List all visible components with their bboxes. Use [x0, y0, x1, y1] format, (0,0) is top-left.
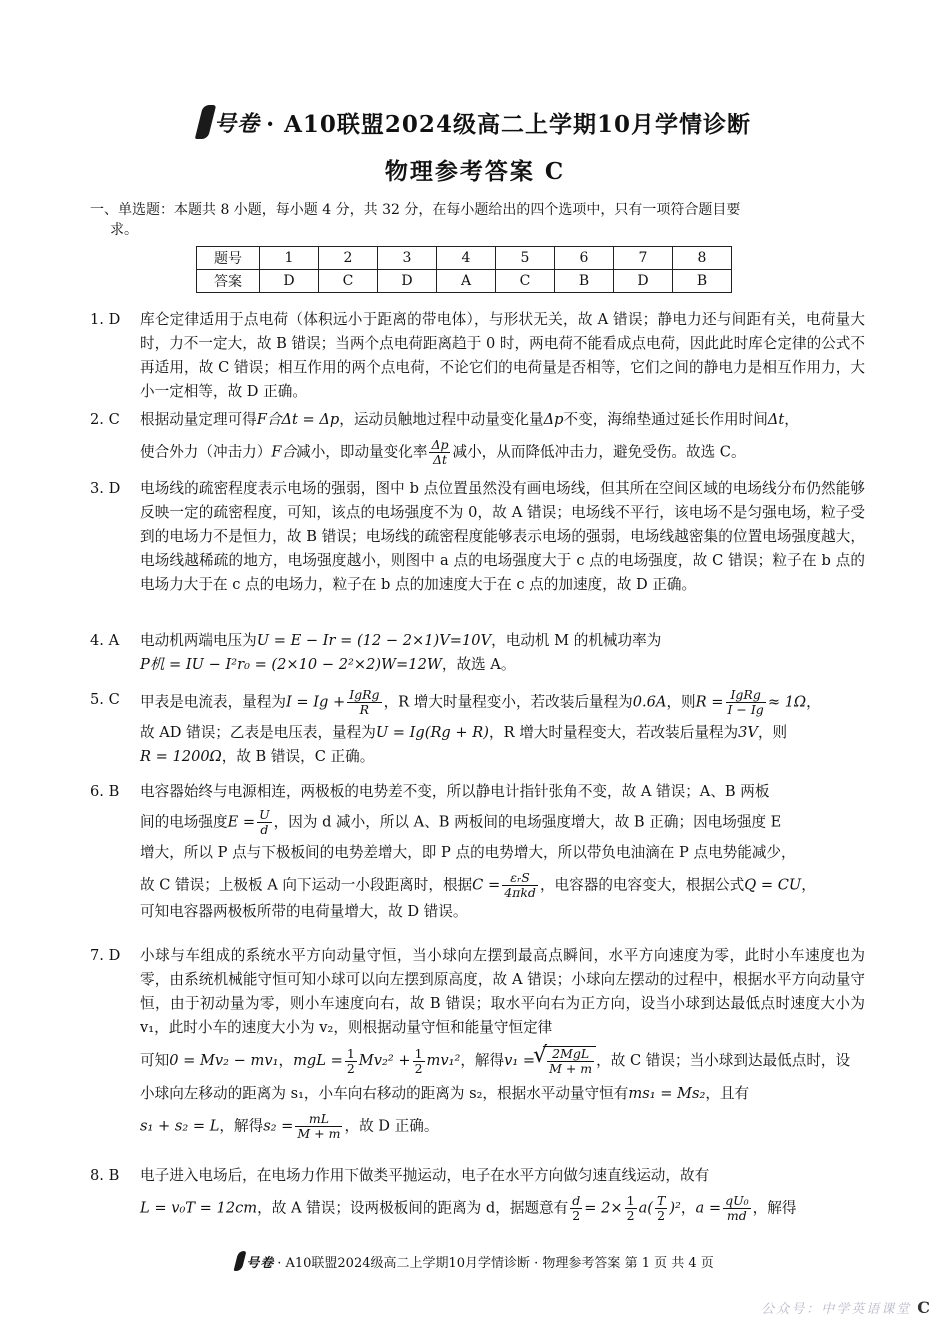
fraction-numerator: Δp — [431, 437, 449, 452]
explanation-line — [140, 871, 865, 900]
text-run: ， — [806, 693, 821, 711]
fraction-denominator: md — [726, 1208, 747, 1223]
question-number: 7. D — [90, 947, 121, 964]
fraction-numerator: 1 — [626, 1193, 635, 1208]
table-cell: 6 — [555, 247, 614, 270]
table-cell: D — [260, 270, 319, 293]
question-5 — [90, 688, 865, 769]
title-line — [0, 105, 950, 139]
explanation-line — [140, 438, 865, 467]
formula: Δp — [543, 411, 564, 428]
fraction-denominator: Δt — [432, 452, 447, 467]
fraction-denominator: R — [359, 702, 370, 717]
fraction-denominator: 2 — [657, 1208, 666, 1223]
question-number: 2. C — [90, 411, 120, 428]
fraction — [723, 1194, 751, 1223]
explanation-line: 电容器始终与电源相连，两极板的电势差不变，所以静电计指针张角不变，故 A 错误；A、B 两板 — [140, 783, 770, 800]
explanation-line — [140, 721, 865, 745]
text-run: ，R 增大时量程变大，若改装后量程为 — [488, 724, 739, 741]
question-2 — [90, 408, 865, 467]
fraction-numerator: T — [656, 1193, 666, 1208]
question-number: 3. D — [90, 480, 121, 497]
formula: L = v₀T = 12cm — [140, 1199, 258, 1217]
fraction — [345, 1047, 357, 1076]
brand-logo — [199, 105, 260, 139]
fraction-denominator: 2 — [626, 1208, 635, 1223]
question-number: 4. A — [90, 632, 120, 649]
formula: 3V — [738, 724, 758, 741]
brush-stroke-icon — [234, 1251, 247, 1271]
text-run: ，则 — [757, 724, 788, 741]
question-1 — [90, 308, 865, 404]
table-cell: D — [614, 270, 673, 293]
footer-text: · A10联盟2024级高二上学期10月学情诊断 · 物理参考答案 第 1 页 共 4 页 — [277, 1255, 714, 1271]
table-cell: D — [378, 270, 437, 293]
formula: a( — [638, 1199, 653, 1217]
table-row-label: 答案 — [197, 270, 260, 293]
formula: Mv₂² + — [358, 1052, 411, 1069]
question-4 — [90, 629, 865, 677]
explanation-line — [140, 1082, 865, 1106]
formula: Δt — [767, 411, 785, 428]
fraction — [295, 1112, 342, 1141]
explanation-line: 电子进入电场后，在电场力作用下做类平抛运动，电子在水平方向做匀速直线运动，故有 — [140, 1167, 710, 1184]
text-run: ，故 D 正确。 — [344, 1117, 439, 1135]
text-run: ，电容器的电容变大，根据公式 — [539, 876, 745, 894]
explanation-line — [140, 1194, 865, 1223]
fraction-denominator: M + m — [549, 1061, 593, 1076]
table-cell: 7 — [614, 247, 673, 270]
table-cell: 3 — [378, 247, 437, 270]
fraction-numerator: qU₀ — [725, 1193, 749, 1208]
explanation-line: 可知电容器两极板所带的电荷量增大，故 D 错误。 — [140, 903, 468, 920]
explanation-line — [140, 408, 865, 432]
explanation-line — [140, 653, 865, 677]
question-7 — [90, 944, 865, 1141]
text-run: 不变，海绵垫通过延长作用时间 — [563, 411, 768, 428]
table-cell: 4 — [437, 247, 496, 270]
table-cell: 1 — [260, 247, 319, 270]
formula: ms₁ = Ms₂ — [628, 1085, 706, 1102]
section-heading-line1: 一、单选题：本题共 8 小题，每小题 4 分，共 32 分，在每小题给出的四个选项中，只有一项符合题目要 — [90, 202, 741, 218]
text-run: ， — [278, 1052, 294, 1069]
formula: I = Ig + — [285, 693, 346, 711]
formula: a = — [695, 1199, 722, 1217]
question-number: 5. C — [90, 691, 120, 708]
table-cell: 2 — [319, 247, 378, 270]
formula: )² — [669, 1199, 681, 1217]
explanation-line: 小球与车组成的系统水平方向动量守恒，当小球向左摆到最高点瞬间，水平方向速度为零，此时小车速度也为零，由系统机械能守恒可知小球可以向左摆到原高度，故 A 错误；小球向左摆动的过程中，根据水平方向动量守恒，由于初动量为零，则小车速度向右，故 B 错误；取水平向右为正方向，设当小球到达最低点时速度大小为 v₁，此时小车的速度大小为 v₂，则根据动量守恒和能量守恒定律 — [140, 947, 865, 1036]
table-cell: 8 — [673, 247, 732, 270]
text-run: ，解得 — [460, 1052, 505, 1069]
formula: U = Ig(Rg + R) — [375, 724, 489, 741]
fraction — [502, 871, 538, 900]
fraction-numerator: IgRg — [349, 687, 380, 702]
formula: F合 — [271, 443, 297, 461]
text-run: ，且有 — [705, 1085, 750, 1102]
fraction — [347, 688, 381, 717]
text-run: ， — [801, 876, 816, 894]
formula: v₁ = — [504, 1052, 536, 1069]
text-run: 间的电场强度 — [140, 813, 228, 831]
page-subtitle: 物理参考答案 C — [384, 158, 566, 185]
text-run: ，故选 A。 — [441, 656, 516, 673]
text-run: ， — [784, 411, 799, 428]
fraction-denominator: 4πkd — [504, 885, 536, 900]
formula: = 2× — [584, 1199, 623, 1217]
explanation-line: 增大，所以 P 点与下极板间的电势差增大，即 P 点的电势增大，所以带负电油滴在 P 点电势能减少， — [140, 844, 796, 861]
formula: mv₁² — [426, 1052, 461, 1069]
question-number: 8. B — [90, 1167, 120, 1184]
text-run: ，R 增大时量程变小，若改装后量程为 — [383, 693, 633, 711]
text-run: 故 AD 错误；乙表是电压表，量程为 — [140, 724, 376, 741]
formula: 0.6A — [632, 693, 667, 711]
version-letter: C — [917, 1298, 932, 1317]
formula: F合Δt = Δp — [256, 411, 340, 428]
page-footer — [0, 1251, 950, 1271]
answer-table-row-answers — [197, 270, 732, 293]
text-run: 小球向左移动的距离为 s₁，小车向右移动的距离为 s₂，根据水平动量守恒有 — [140, 1085, 629, 1102]
document-header — [0, 105, 950, 186]
question-8 — [90, 1164, 865, 1223]
text-run: 使合外力（冲击力） — [140, 443, 272, 461]
fraction-denominator: I − Ig — [727, 702, 764, 717]
page-title: · A10联盟2024级高二上学期10月学情诊断 — [266, 110, 751, 138]
explanation-line — [140, 808, 865, 837]
footer-logo — [236, 1251, 274, 1271]
watermark-text: 公众号：中学英语课堂 — [761, 1302, 912, 1317]
question-number: 6. B — [90, 783, 120, 800]
text-run: ，故 B 错误，C 正确。 — [221, 748, 375, 765]
fraction-numerator: mL — [295, 1112, 342, 1127]
text-run: ，因为 d 减小，所以 A、B 两板间的电场强度增大，故 B 正确；因电场强度 E — [273, 813, 782, 831]
text-run: ，解得 — [752, 1199, 797, 1217]
text-run: 甲表是电流表，量程为 — [140, 693, 286, 711]
table-cell: C — [319, 270, 378, 293]
text-run: 可知 — [140, 1052, 170, 1069]
formula: s₁ + s₂ = L — [140, 1117, 220, 1135]
fraction — [429, 438, 450, 467]
formula: R = 1200Ω — [140, 748, 222, 765]
fraction — [257, 808, 272, 837]
fraction-numerator: d — [572, 1193, 581, 1208]
fraction-denominator: M + m — [297, 1126, 341, 1141]
fraction-numerator: IgRg — [726, 688, 766, 703]
formula: E = — [227, 813, 256, 831]
formula: mgL = — [293, 1052, 343, 1069]
fraction-denominator: 2 — [346, 1060, 355, 1076]
formula: 0 = Mv₂ − mv₁ — [169, 1052, 279, 1069]
table-cell: C — [496, 270, 555, 293]
formula: U = E − Ir = (12 − 2×1)V=10V — [256, 632, 492, 649]
formula: Q = CU — [744, 876, 802, 894]
formula: R = — [695, 693, 724, 711]
logo-text: 号卷 — [214, 110, 261, 137]
text-run: ，故 C 错误；当小球到达最低点时，设 — [596, 1052, 851, 1069]
fraction — [625, 1194, 637, 1223]
explanation-line — [140, 688, 865, 717]
text-run: ， — [680, 1199, 696, 1217]
fraction — [413, 1047, 425, 1076]
question-explanation: 电场线的疏密程度表示电场的强弱，图中 b 点位置虽然没有画电场线，但其所在空间区域的电场线分布仍然能够反映一定的疏密程度，可知，该点的电场强度不为 0，故 A 错误；电场线不平行，该电场不是匀强电场，粒子受到的电场力不是恒力，故 B 错误；电场线的疏密程度能够表示电场的强弱，电场线越密集的位置电场强度越大，电场线越稀疏的地方，电场强度越小，则图中 a 点的电场强度大于 c 点的电场强度，故 C 错误；粒子在 b 点的电场力大于在 c 点的电场力，粒子在 b 点的加速度大于在 c 点的加速度，故 D 正确。 — [140, 480, 865, 593]
table-cell: B — [673, 270, 732, 293]
text-run: ，运动员触地过程中动量变化量 — [339, 411, 544, 428]
square-root — [543, 1046, 596, 1076]
text-run: ，故 A 错误；设两极板间的距离为 d，据题意有 — [257, 1199, 569, 1217]
fraction-numerator: 1 — [414, 1045, 423, 1061]
fraction-numerator: U — [259, 807, 270, 822]
question-explanation: 库仑定律适用于点电荷（体积远小于距离的带电体），与形状无关，故 A 错误；静电力还与间距有关，电荷量大时，力不一定大，故 B 错误；当两个点电荷距离趋于 0 时，两电荷不能看成点电荷，因此此时库仑定律的公式不再适用，故 C 错误；相互作用的两个点电荷，不论它们的电荷量是否相等，它们之间的静电力是相互作用力，大小一定相等，故 D 正确。 — [140, 311, 865, 400]
formula: s₂ = — [263, 1117, 294, 1135]
fraction-denominator: d — [260, 822, 269, 837]
explanation-line — [140, 1046, 865, 1076]
formula: C = — [472, 876, 501, 894]
question-number: 1. D — [90, 311, 121, 328]
fraction-numerator: 1 — [346, 1045, 355, 1061]
fraction — [547, 1047, 594, 1076]
table-cell: A — [437, 270, 496, 293]
text-run: 电动机两端电压为 — [140, 632, 257, 649]
fraction-denominator: 2 — [572, 1208, 581, 1223]
fraction — [655, 1194, 667, 1223]
fraction — [570, 1194, 582, 1223]
section-heading-line2: 求。 — [110, 222, 138, 238]
fraction-denominator: 2 — [414, 1060, 423, 1076]
formula: P机 = IU − I²r₀ = (2×10 − 2²×2)W=12W — [140, 656, 442, 673]
text-run: ，电动机 M 的机械功率为 — [491, 632, 662, 649]
text-run: ，解得 — [219, 1117, 264, 1135]
text-run: ，则 — [666, 693, 696, 711]
table-row-label: 题号 — [197, 247, 260, 270]
text-run: 减小，从而降低冲击力，避免受伤。故选 C。 — [452, 443, 746, 461]
fraction-numerator: √ 2MgL — [547, 1047, 594, 1062]
text-run: 减小，即动量变化率 — [296, 443, 428, 461]
watermark — [761, 1298, 932, 1317]
text-run: 故 C 错误；上极板 A 向下运动一小段距离时，根据 — [140, 876, 473, 894]
table-cell: 5 — [496, 247, 555, 270]
explanation-line — [140, 1112, 865, 1141]
table-cell: B — [555, 270, 614, 293]
question-6 — [90, 780, 865, 924]
answer-table — [196, 246, 732, 293]
question-3 — [90, 477, 865, 597]
text-run: 根据动量定理可得 — [140, 411, 257, 428]
fraction-numerator: εᵣS — [502, 871, 538, 886]
fraction — [726, 688, 766, 717]
section-heading — [90, 200, 865, 240]
formula: ≈ 1Ω — [767, 693, 807, 711]
answer-table-row-numbers — [197, 247, 732, 270]
explanation-line — [140, 745, 865, 769]
logo-text: 号卷 — [246, 1255, 275, 1271]
explanation-line — [140, 629, 865, 653]
